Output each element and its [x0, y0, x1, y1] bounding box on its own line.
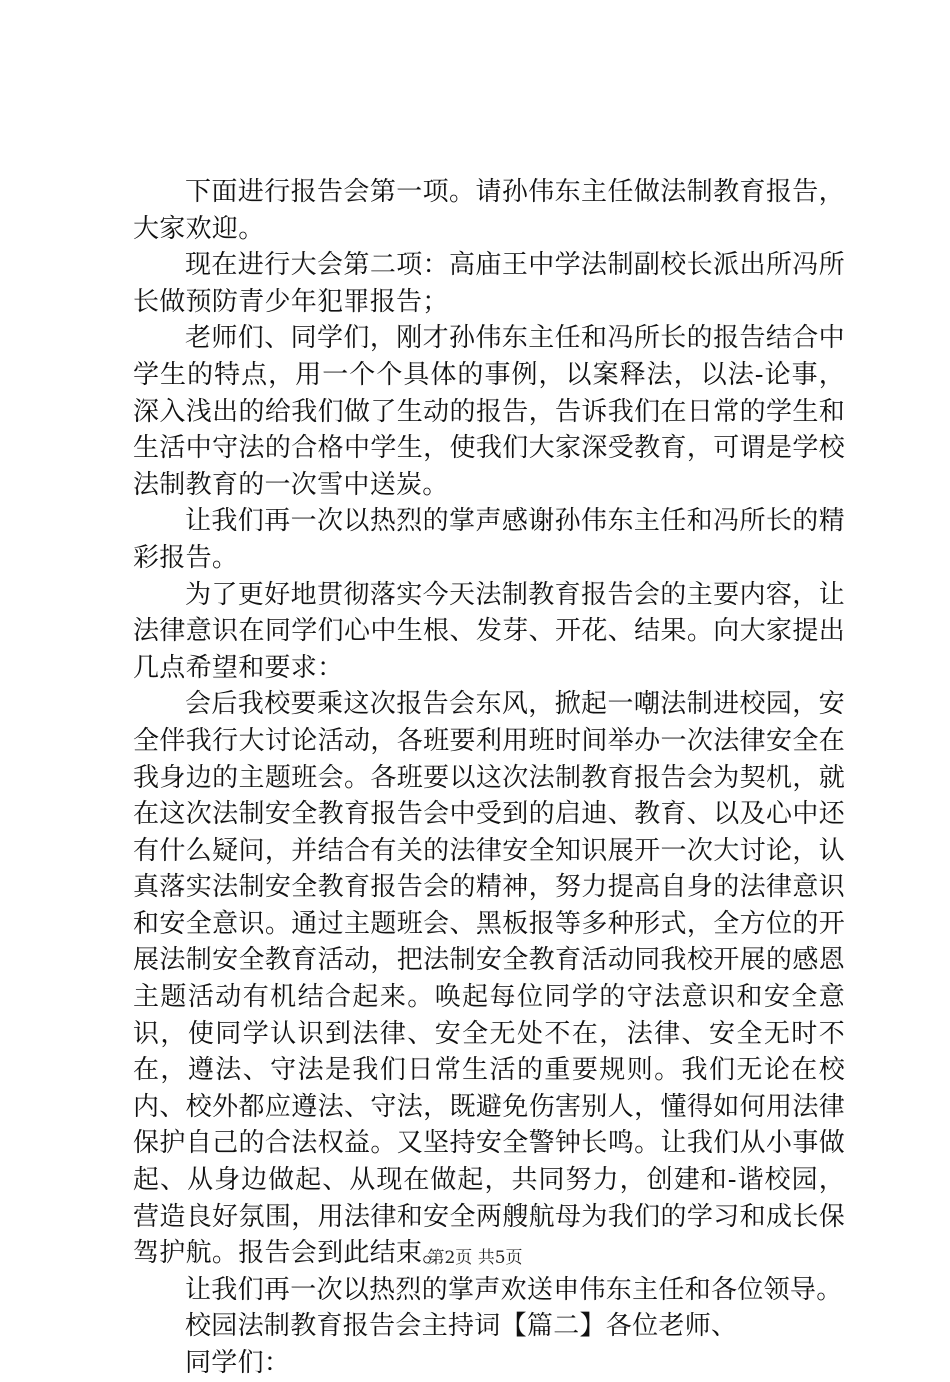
paragraph-greeting: 同学们：: [185, 1348, 291, 1378]
paragraph-thanks: 让我们再一次以热烈的掌声感谢孙伟东主任和冯所长的精彩报告。: [133, 506, 845, 573]
paragraph-summary: 老师们、同学们，刚才孙伟东主任和冯所长的报告结合中学生的特点，用一个个具体的事例，以案释法，以法-论事，深入浅出的给我们做了生动的报告，告诉我们在日常的学生和生活中守法的合格中学生，使我们大家深受教育，可谓是学校法制教育的一次雪中送炭。: [133, 323, 845, 500]
paragraph-requirements-intro: 为了更好地贯彻落实今天法制教育报告会的主要内容，让法律意识在同学们心中生根、发芽、开花、结果。向大家提出几点希望和要求：: [133, 579, 845, 683]
paragraph-requirements: 会后我校要乘这次报告会东风，掀起一嘲法制进校园，安全伴我行大讨论活动，各班要利用班时间举办一次法律安全在我身边的主题班会。各班要以这次法制教育报告会为契机，就在这次法制安全教育报告会中受到的启迪、教育、以及心中还有什么疑问，并结合有关的法律安全知识展开一次大讨论，认真落实法制安全教育报告会的精神，努力提高自身的法律意识和安全意识。通过主题班会、黑板报等多种形式，全方位的开展法制安全教育活动，把法制安全教育活动同我校开展的感恩主题活动有机结合起来。唤起每位同学的守法意识和安全意识，使同学认识到法律、安全无处不在，法律、安全无时不在，遵法、守法是我们日常生活的重要规则。我们无论在校内、校外都应遵法、守法，既避免伤害别人，懂得如何用法律保护自己的合法权益。又坚持安全警钟长鸣。让我们从小事做起、从身边做起、从现在做起，共同努力，创建和-谐校园，营造良好氛围，用法律和安全两艘航母为我们的学习和成长保驾护航。报告会到此结束。: [133, 689, 845, 1269]
paragraph-section-two-heading: 校园法制教育报告会主持词【篇二】各位老师、: [185, 1311, 738, 1342]
document-body: [133, 174, 845, 1382]
paragraph-report-item-one: 下面进行报告会第一项。请孙伟东主任做法制教育报告，大家欢迎。: [133, 177, 845, 244]
page-number-footer: 第2页 共5页: [427, 1248, 523, 1268]
paragraph-farewell: 让我们再一次以热烈的掌声欢送申伟东主任和各位领导。: [185, 1274, 843, 1305]
paragraph-report-item-two: 现在进行大会第二项：高庙王中学法制副校长派出所冯所长做预防青少年犯罪报告；: [133, 250, 845, 317]
